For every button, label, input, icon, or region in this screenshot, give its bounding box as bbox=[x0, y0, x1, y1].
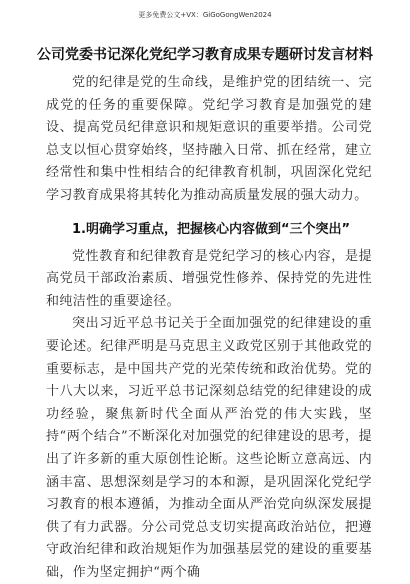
document-body bbox=[46, 72, 372, 584]
body-paragraph-2: 突出习近平总书记关于全面加强党的纪律建设的重要论述。纪律严明是马克思主义政党区别于其他政党的重要标志，是中国共产党的光荣传统和政治优势。党的十八大以来，习近平总书记深刻总结党的纪律建设的成功经验，聚焦新时代全面从严治党的伟大实践，坚持“两个结合”不断深化对加强党的纪律建设的思考，提出了许多新的重大原创性论断。这些论断立意高远、内涵丰富、思想深刻是学习的本和源，是巩固深化党纪学习教育的根本遵循，为推动全面从严治党向纵深发展提供了有力武器。分公司党总支切实提高政治站位，把遵守政治纪律和政治规矩作为加强基层党的建设的重要基础，作为坚定拥护“两个确 bbox=[46, 316, 372, 580]
paragraph-spacer bbox=[46, 208, 372, 216]
section-heading-1: 1.明确学习重点，把握核心内容做到“三个突出” bbox=[72, 221, 351, 237]
document-title: 公司党委书记深化党纪学习教育成果专题研讨发言材料 bbox=[37, 47, 373, 63]
intro-paragraph: 党的纪律是党的生命线，是维护党的团结统一、完成党的任务的重要保障。党纪学习教育是加强党的建设、提高党员纪律意识和规矩意识的重要举措。公司党总支以恒心贯穿始终，坚持融入日常、抓在经常，建立经常性和集中性相结合的纪律教育机制，巩固深化党纪学习教育成果将其转化为推动高质量发展的强大动力。 bbox=[46, 75, 372, 203]
header-note: 更多免费公文+VX：GiGoGongWen2024 bbox=[138, 11, 272, 19]
body-paragraph-1: 党性教育和纪律教育是党纪学习的核心内容，是提高党员干部政治素质、增强党性修养、保持党的先进性和纯洁性的重要途径。 bbox=[46, 248, 372, 309]
